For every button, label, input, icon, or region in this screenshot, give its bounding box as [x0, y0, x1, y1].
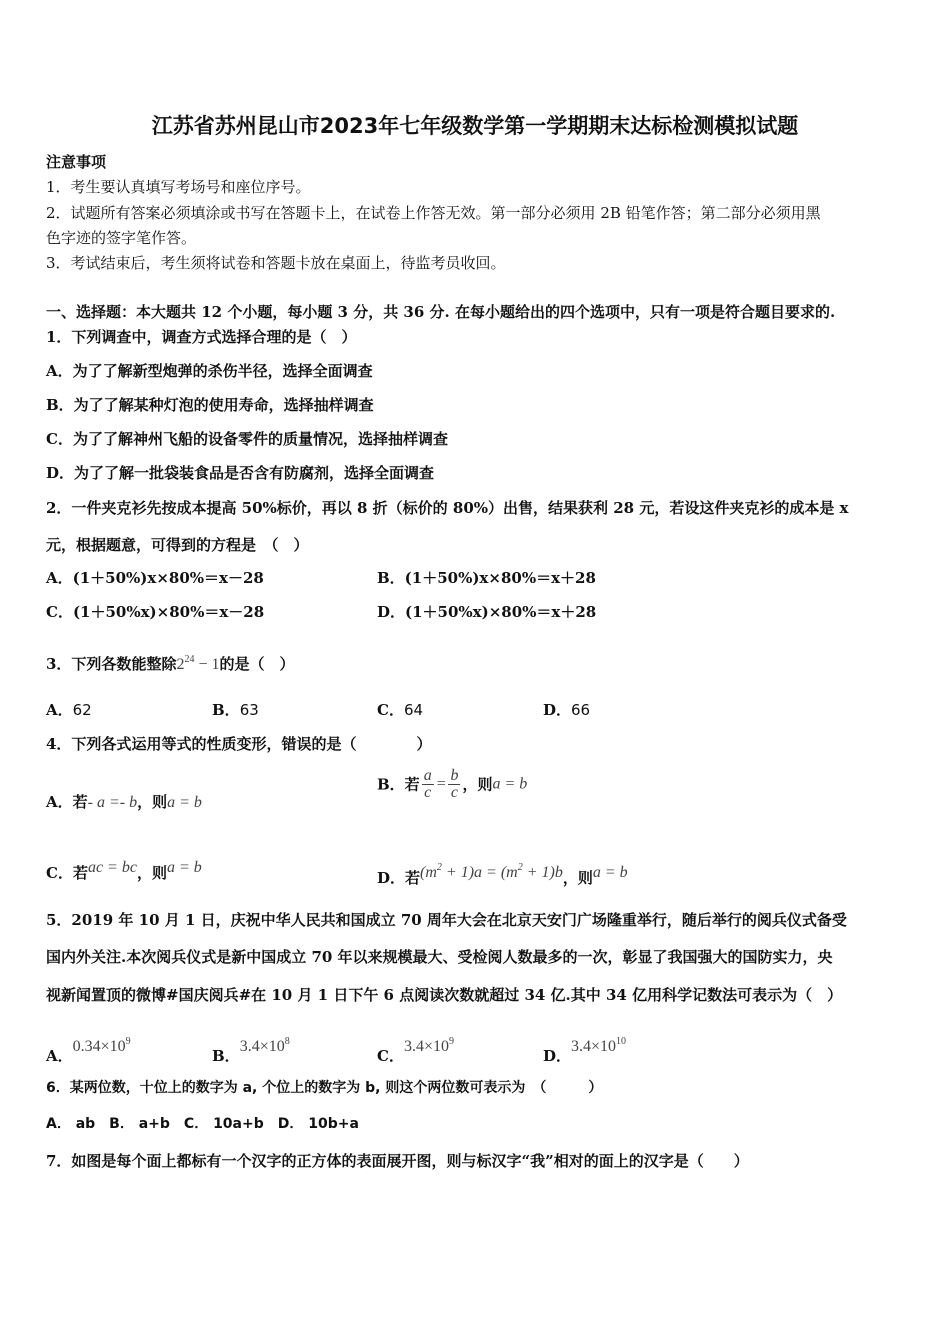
q4-b-fraction-left [422, 768, 434, 801]
q5-c-value [404, 1038, 454, 1055]
q5-stem: 视新闻置顶的微博#国庆阅兵#在 10 月 1 日下午 6 点阅读次数就超过 34 亿.其中 34 亿用科学记数法可表示为（ ） [46, 986, 843, 1004]
q3-stem-post: 的是（ ） [219, 655, 295, 673]
q3-option-b [212, 700, 259, 720]
q5-stem: 5．2019 年 10 月 1 日，庆祝中华人民共和国成立 70 周年大会在北京天安门广场隆重举行，随后举行的阅兵仪式备受 [46, 911, 847, 929]
q2-stem: 2．一件夹克衫先按成本提高 50%标价，再以 8 折（标价的 80%）出售，结果获利 28 元，若设这件夹克衫的成本是 x [46, 499, 849, 517]
q4-c-condition: ac = bc [87, 859, 137, 876]
option-label: C．若 [46, 864, 88, 882]
notice-item: 色字迹的签字笔作答。 [46, 229, 197, 247]
q4-d-part: + 1)a = (m [441, 864, 518, 881]
exponent: 9 [125, 1036, 131, 1047]
denominator: c [450, 784, 459, 801]
q2-option: B．(1＋50%)x×80%＝x＋28 [377, 569, 596, 587]
q5-option-d [543, 1032, 626, 1066]
q4-option-a [46, 792, 202, 813]
q2-option: A．(1＋50%)x×80%＝x－28 [46, 569, 264, 587]
exponent: 9 [448, 1036, 454, 1047]
q7-stem: 7．如图是每个面上都标有一个汉字的正方体的表面展开图，则与标汉字“我”相对的面上的汉字是（ ） [46, 1152, 749, 1170]
option-value: 62 [72, 701, 92, 719]
q2-stem: 元，根据题意，可得到的方程是 （ ） [46, 536, 309, 554]
q1-option: A．为了了解新型炮弹的杀伤半径，选择全面调查 [46, 362, 373, 380]
q3-option-c [377, 700, 423, 720]
q4-d-part: + 1)b [522, 864, 563, 881]
option-value: 63 [239, 701, 259, 719]
notice-heading: 注意事项 [46, 153, 107, 171]
section-heading: 一、选择题：本大题共 12 个小题，每小题 3 分，共 36 分. 在每小题给出的四个选项中，只有一项是符合题目要求的. [46, 303, 836, 321]
option-label: B．若 [377, 775, 420, 794]
q4-b-result: a = b [492, 775, 528, 793]
option-label: B． [212, 1047, 240, 1065]
q3-option-d [543, 700, 590, 720]
q4-d-exponent: 2 [436, 862, 442, 873]
q4-b-fraction-right [448, 768, 460, 801]
q4-d-result: a = b [592, 864, 628, 881]
q4-d-exponent: 2 [517, 862, 523, 873]
q5-option-c [377, 1032, 454, 1066]
notice-item: 2．试题所有答案必须填涂或书写在答题卡上，在试卷上作答无效。第一部分必须用 2B 铅笔作答；第二部分必须用黑 [46, 204, 821, 222]
q2-option: D．(1＋50%x)×80%＝x＋28 [377, 603, 597, 621]
mantissa: 3.4×10 [403, 1038, 449, 1055]
mantissa: 3.4×10 [571, 1038, 617, 1055]
q1-stem: 1．下列调查中，调查方式选择合理的是（ ） [46, 328, 357, 346]
option-value: 64 [403, 701, 424, 719]
q3-stem-pre: 3．下列各数能整除 [46, 655, 177, 673]
q4-a-condition: - a =- b [87, 794, 138, 811]
q4-d-part: (m [420, 864, 437, 881]
option-label: D． [543, 1047, 572, 1065]
q4-option-b [377, 768, 527, 801]
q6-options: A． ab B． a+b C． 10a+b D． 10b+a [46, 1116, 359, 1132]
q5-b-value [240, 1038, 290, 1055]
option-label: A． [46, 701, 73, 719]
notice-item: 3．考试结束后，考生须将试卷和答题卡放在桌面上，待监考员收回。 [46, 254, 506, 272]
exponent: 10 [616, 1036, 627, 1047]
q3-expr-tail: − 1 [194, 656, 220, 673]
exponent: 8 [284, 1036, 290, 1047]
notice-item: 1．考生要认真填写考场号和座位序号。 [46, 178, 311, 196]
q3-expr-exp: 24 [184, 654, 195, 665]
q4-option-d [377, 858, 628, 888]
option-label: B． [212, 701, 240, 719]
q5-stem: 国内外关注.本次阅兵仪式是新中国成立 70 年以来规模最大、受检阅人数最多的一次，彰显了我国强大的国防实力，央 [46, 948, 833, 966]
option-label: D．若 [377, 869, 421, 887]
option-label: C． [377, 1047, 404, 1065]
q6-stem: 6．某两位数，十位上的数字为 a, 个位上的数字为 b, 则这个两位数可表示为 （ ） [46, 1080, 603, 1096]
q4-a-result: a = b [167, 794, 202, 811]
q4-d-then: ，则 [562, 869, 593, 887]
q3-stem [46, 650, 295, 675]
q3-expr-base: 2 [176, 656, 185, 673]
q3-option-a [46, 700, 92, 720]
q3-expression [176, 656, 219, 673]
q4-a-then: ，则 [137, 793, 168, 811]
option-label: C． [377, 701, 404, 719]
q1-option: C．为了了解神州飞船的设备零件的质量情况，选择抽样调查 [46, 430, 448, 448]
q4-c-result: a = b [166, 859, 202, 876]
option-label: D． [543, 701, 572, 719]
option-label: A． [46, 1047, 73, 1065]
q5-option-a [46, 1032, 131, 1066]
q1-option: D．为了了解一批袋装食品是否含有防腐剂，选择全面调查 [46, 464, 435, 482]
denominator: c [424, 784, 432, 801]
q4-b-then: ，则 [462, 775, 493, 794]
q1-option: B．为了了解某种灯泡的使用寿命，选择抽样调查 [46, 396, 374, 414]
q2-option: C．(1＋50%x)×80%＝x－28 [46, 603, 265, 621]
q5-a-value [73, 1038, 131, 1055]
q5-option-b [212, 1032, 290, 1066]
q4-option-c [46, 858, 202, 883]
option-value: 66 [571, 701, 591, 719]
q4-d-condition [420, 864, 563, 881]
equals-sign: = [435, 775, 447, 793]
option-label: A．若 [46, 793, 88, 811]
mantissa: 0.34×10 [72, 1038, 126, 1055]
numerator: a [423, 767, 432, 784]
numerator: b [450, 767, 459, 784]
mantissa: 3.4×10 [239, 1038, 285, 1055]
page-title: 江苏省苏州昆山市2023年七年级数学第一学期期末达标检测模拟试题 [151, 114, 799, 138]
q5-d-value [571, 1038, 626, 1055]
q4-c-then: ，则 [136, 864, 167, 882]
q4-stem: 4．下列各式运用等式的性质变形，错误的是（ ） [46, 735, 432, 753]
